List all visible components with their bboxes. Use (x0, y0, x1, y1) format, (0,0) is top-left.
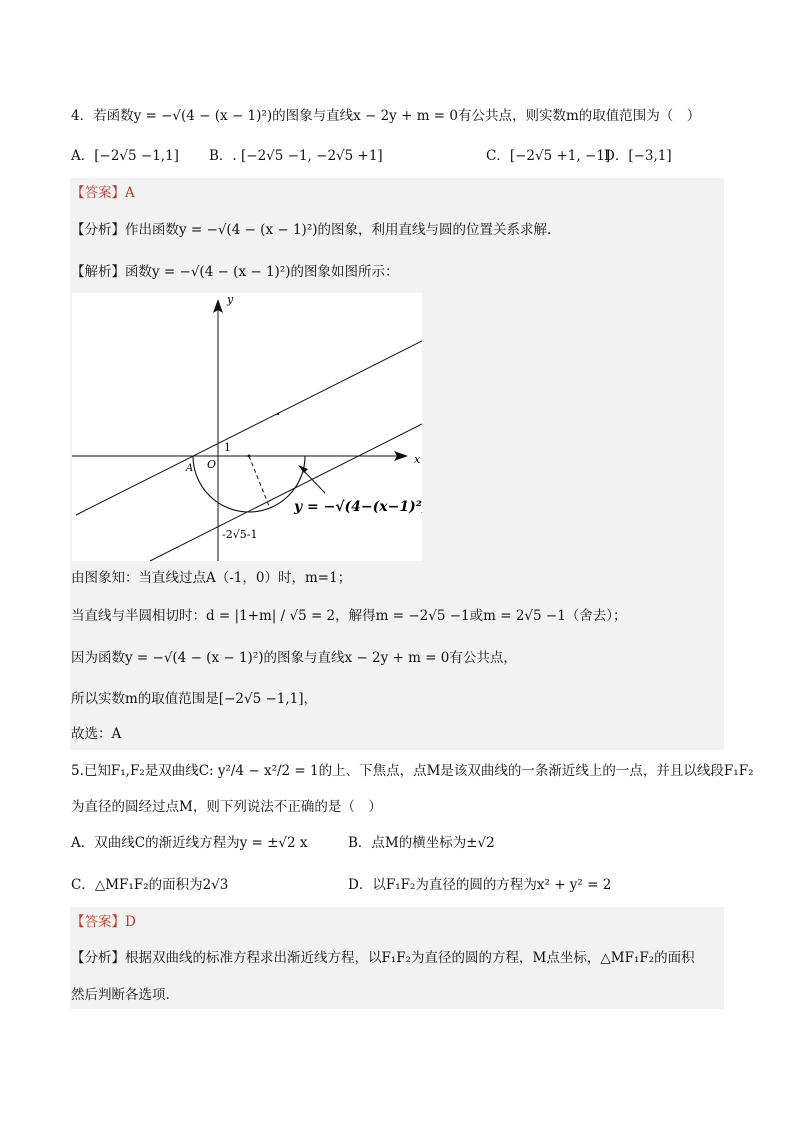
q4-step1: 由图象知：当直线过点A（-1，0）时，m=1； (71, 570, 352, 586)
line-dot (277, 413, 279, 415)
q4-step2: 当直线与半圆相切时：d = |1+m| / √5 = 2，解得m = −2√5 −1或m = 2√5 −1（舍去）； (71, 608, 627, 624)
tangent-line (150, 424, 422, 561)
q4-answer (71, 183, 135, 203)
q4-answer-text: 【答案】A (71, 185, 135, 201)
q4-option-a: A．[−2√5 −1,1] (71, 148, 179, 164)
q5-answer (71, 912, 136, 932)
y-intercept-label: -2√5-1 (222, 528, 258, 541)
q4-analysis: 【分析】作出函数y = −√(4 − (x − 1)²)的图象，利用直线与圆的位置关系求解. (71, 222, 552, 238)
q5-analysis-line2: 然后判断各选项. (71, 987, 170, 1003)
q5-stem-line2: 为直径的圆经过点M，则下列说法不正确的是（ ） (71, 799, 382, 815)
q4-step4: 所以实数m的取值范围是[−2√5 −1,1]， (71, 691, 317, 707)
q5-option-d: D．以F₁F₂为直径的圆的方程为x² + y² = 2 (348, 877, 612, 893)
line-through-a (76, 341, 422, 515)
q4-option-d: D．[−3,1] (604, 148, 672, 164)
curve-label: y = −√(4−(x−1)²) (294, 499, 422, 515)
q5-stem-line1: 5.已知F₁,F₂是双曲线C: y²/4 − x²/2 = 1的上、下焦点，点M是该双曲线的一条渐近线上的一点，并且以线段F₁F₂ (71, 763, 754, 779)
y-axis-label: y (227, 293, 234, 306)
q4-option-c: C．[−2√5 +1, −1] (486, 148, 611, 164)
origin-label: O (207, 458, 217, 471)
q4-option-b: B．. [−2√5 −1, −2√5 +1] (209, 148, 383, 164)
q5-option-b: B．点M的横坐标为±√2 (348, 835, 495, 851)
point-a-label: A (186, 463, 194, 474)
q4-stem: 4．若函数y = −√(4 − (x − 1)²)的图象与直线x − 2y + m = 0有公共点，则实数m的取值范围为（ ） (71, 108, 701, 124)
q5-analysis-line1: 【分析】根据双曲线的标准方程求出渐近线方程，以F₁F₂为直径的圆的方程，M点坐标，△MF₁F₂的面积 (71, 950, 695, 966)
radius-dashed (249, 456, 269, 506)
q4-solution-intro: 【解析】函数y = −√(4 − (x − 1)²)的图象如图所示： (71, 264, 399, 280)
q4-figure (72, 293, 422, 561)
q5-option-a: A．双曲线C的渐近线方程为y = ±√2 x (71, 835, 308, 851)
function-graph (72, 293, 422, 561)
x-axis-label: x (414, 453, 421, 466)
tick-label-1: 1 (224, 441, 231, 454)
q4-step3: 因为函数y = −√(4 − (x − 1)²)的图象与直线x − 2y + m = 0有公共点， (71, 650, 517, 666)
q4-conclusion: 故选：A (71, 726, 122, 742)
q5-answer-text: 【答案】D (71, 914, 136, 930)
pointer-line (302, 469, 325, 493)
q5-option-c: C．△MF₁F₂的面积为2√3 (71, 877, 229, 893)
